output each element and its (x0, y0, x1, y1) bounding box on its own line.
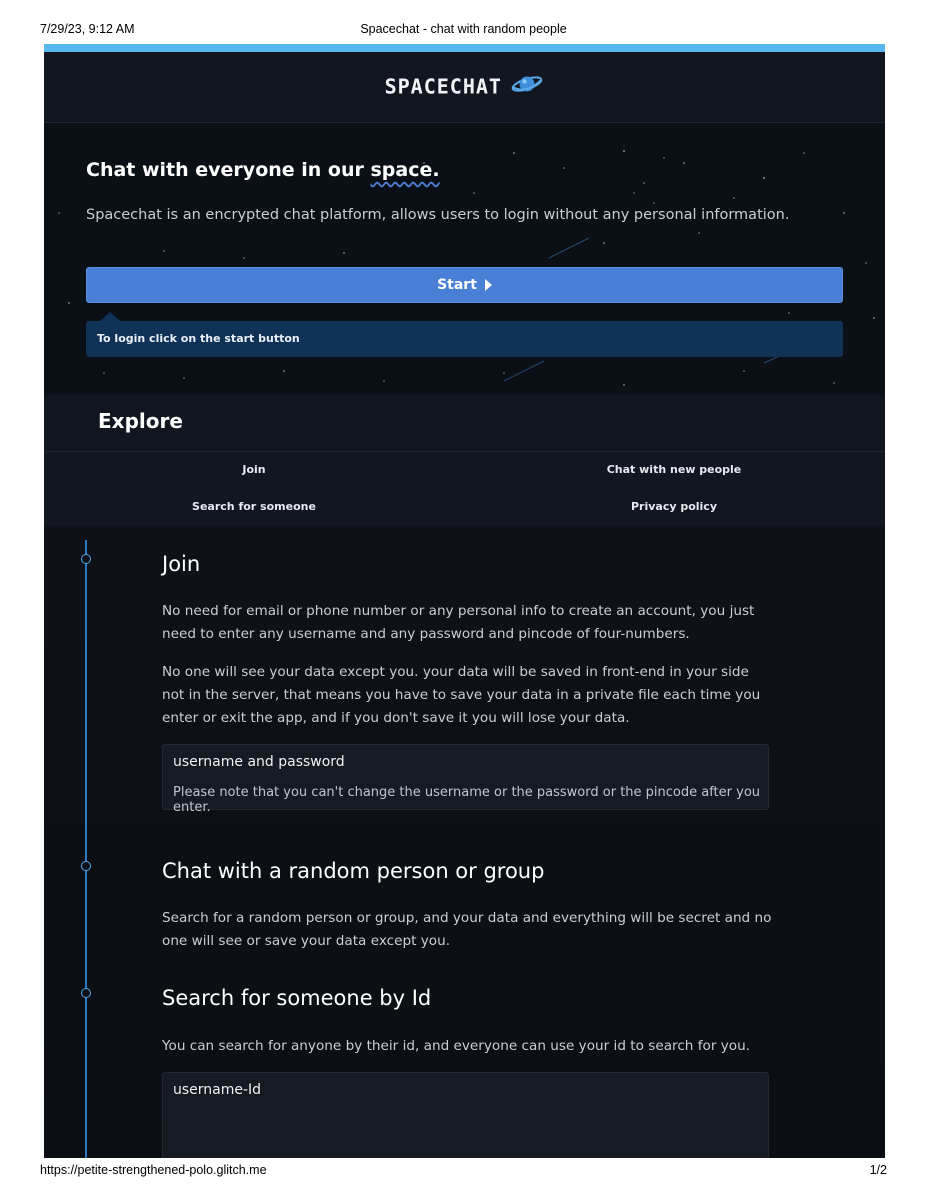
page-frame (44, 44, 885, 1158)
login-tooltip (86, 321, 843, 357)
top-navbar (44, 52, 885, 123)
print-url: https://petite-strengthened-polo.glitch.me (40, 1163, 267, 1177)
section-title-search: Search for someone by Id (162, 986, 432, 1010)
print-datetime: 7/29/23, 9:12 AM (40, 22, 135, 36)
logo-text: SPACECHAT (384, 74, 502, 99)
join-paragraph-2: No one will see your data except you. your data will be saved in front-end in your side not in the server, that means you have to save your data in a private file each time you enter or exit the app, and if you don't save it you will lose your data. (162, 664, 761, 726)
hero-title-highlight: space. (370, 159, 440, 181)
username-id-title: username-Id (173, 1082, 262, 1098)
hero-title (86, 159, 440, 181)
explore-link-join[interactable]: Join (242, 463, 266, 476)
timeline-dot (81, 861, 91, 871)
username-id-box (162, 1072, 769, 1158)
print-header (0, 0, 927, 44)
explore-link-chat[interactable]: Chat with new people (606, 463, 742, 476)
hero-section (44, 123, 885, 395)
explore-links (44, 452, 885, 526)
timeline-line (85, 540, 87, 1158)
join-paragraph-1: No need for email or phone number or any personal info to create an account, you just need to enter any username and any password and pincode of four-numbers. (162, 603, 755, 642)
search-paragraph: You can search for anyone by their id, and everyone can use your id to search for you. (162, 1038, 751, 1054)
note-title: username and password (173, 754, 345, 770)
print-footer (0, 1158, 927, 1200)
random-paragraph: Search for a random person or group, and your data and everything will be secret and no one will see or save your data except you. (162, 910, 772, 949)
planet-icon (510, 72, 544, 101)
site-logo[interactable] (44, 72, 885, 101)
explore-title: Explore (98, 409, 183, 433)
timeline-dot (81, 554, 91, 564)
timeline-dot (81, 988, 91, 998)
print-document-title: Spacechat - chat with random people (360, 22, 567, 36)
start-button[interactable] (86, 267, 843, 303)
note-box (162, 744, 769, 815)
section-title-join: Join (162, 552, 201, 576)
print-page-number: 1/2 (869, 1163, 887, 1177)
explore-header (44, 395, 885, 452)
explore-link-search[interactable]: Search for someone (192, 500, 316, 513)
tooltip-text: To login click on the start button (97, 332, 300, 345)
section-title-random: Chat with a random person or group (162, 859, 545, 883)
play-icon (485, 279, 492, 291)
start-button-label: Start (437, 277, 477, 293)
note-text: Please note that you can't change the username or the password or the pincode after you enter. (173, 785, 761, 815)
hero-description: Spacechat is an encrypted chat platform, allows users to login without any personal information. (86, 207, 790, 223)
explore-link-privacy[interactable]: Privacy policy (630, 500, 718, 513)
hero-title-prefix: Chat with everyone in our (86, 159, 364, 181)
content-area (44, 526, 885, 1158)
accent-bar (44, 44, 885, 52)
